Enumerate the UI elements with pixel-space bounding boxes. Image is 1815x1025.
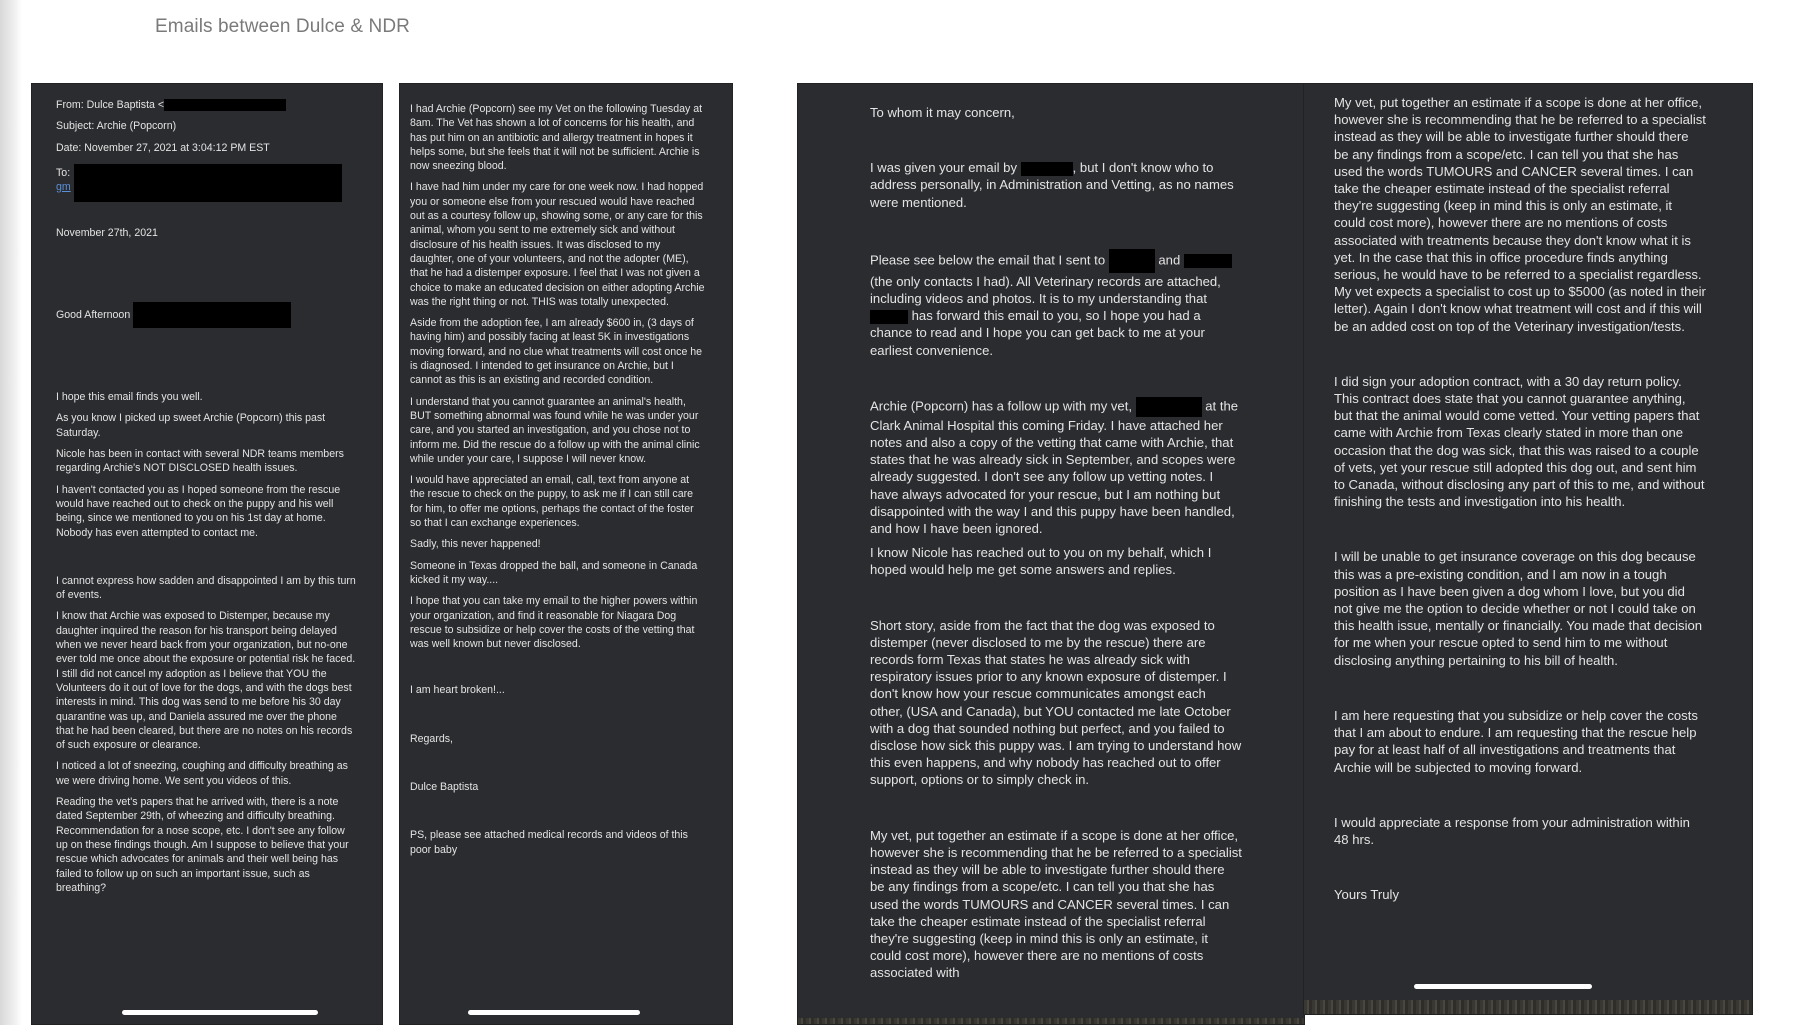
paragraph: I will be unable to get insurance coverage on this dog because this was a pre-existing condition, and I am now in a tough position as I have been given a dog whom I love, but you did not give me the option to decide whether or not I could take on this health issue, mentally or financially. You made that decision for me when your rescue opted to send him to me without disclosing anything pertaining to his bill of health.	[1334, 549, 1703, 668]
paragraph: Short story, aside from the fact that the dog was exposed to distemper (never disclosed to me by the rescue) there are records form Texas that states he was already sick with respiratory issues prior to any known exposure of distemper. I don't know how your rescue communicates amongst each other, (USA and Canada), but YOU contacted me late October with a dog that sounded nothing but perfect, and you failed to disclose how sick this puppy was. I am trying to understand how this even happens, and why nobody has reached out to offer support, options or to simply check in.	[870, 617, 1242, 788]
paragraph: I cannot express how sadden and disappointed I am by this turn of events.	[56, 574, 356, 602]
scroll-indicator[interactable]	[468, 1010, 640, 1015]
paragraph: I know Nicole has reached out to you on my behalf, which I hoped would help me get some answers and replies.	[870, 545, 1212, 578]
paragraph: I am heart broken!...	[410, 684, 505, 697]
email-panel-1[interactable]	[32, 84, 382, 1024]
greeting-line	[56, 302, 356, 328]
postscript: PS, please see attached medical records and videos of this poor baby	[410, 829, 688, 856]
page-title: Emails between Dulce & NDR	[155, 16, 410, 37]
redacted-block	[1109, 249, 1155, 273]
email-to-link[interactable]: gm	[56, 180, 71, 193]
paragraph: I know that Archie was exposed to Distemper, because my daughter inquired the reason for his transport being delayed when we never heard back from your organization, but no-one ever told me once about the exposure or potential risk he faced. I still did not cancel my adoption as I believe that YOU the Volunteers do it out of love for the dogs, and with the dogs best interests in mind. This dog was send to me before his 30 day quarantine was up, and Daniela assured me over the phone that he had been cleared, but there are no notes on his records of such exposure or clearance.	[56, 610, 356, 752]
text-segment: at the Clark Animal Hospital this coming Friday. I have attached her notes and also a copy of the vetting that came with Archie, that states that he was already sick in September, and scopes were already suggested. I don't see any follow up vetting notes. I have always advocated for your rescue, but I am nothing but disappointed with the way I and this puppy have been handled, and how I have been ignored.	[870, 398, 1239, 537]
text-segment: and	[1158, 252, 1181, 268]
paragraph: Nicole has been in contact with several NDR teams members regarding Archie's NOT DISCLOSED health issues.	[56, 448, 344, 475]
email-date: Date: November 27, 2021 at 3:04:12 PM EST	[56, 141, 270, 154]
paragraph: I would have appreciated an email, call, text from anyone at the rescue to check on the puppy, to ask me if I can still care for him, to offer me options, perhaps the contact of the foster so that I can exchange experiences.	[410, 474, 694, 530]
paragraph: I had Archie (Popcorn) see my Vet on the following Tuesday at 8am. The Vet has shown a lot of concerns for his health, and has put him on an antibiotic and allergy treatment in hopes it helps some, but she feels that it will not be sufficient. Archie is now sneezing blood.	[410, 103, 703, 173]
email-subject: Subject: Archie (Popcorn)	[56, 120, 177, 133]
paragraph: My vet, put together an estimate if a scope is done at her office, however she is recommending that he be referred to a specialist instead as they will be able to investigate further should there be any findings from a scope/etc. I can tell you that she has used the words TUMOURS and CANCER several times. I can take the cheaper estimate instead of the specialist referral they're suggesting (keep in mind this is only an estimate, it could cost more), however there are no mentions of costs associated with treatments because they don't know what it is yet. In the case that this in office procedure finds anything serious, he would have to be referred to a specialist regardless. My vet expects a specialist to cost up to $5000 (as noted in their letter). Again I don't know what treatment will cost and if this will be an added cost on top of the Veterinary investigation/tests.	[1334, 95, 1706, 334]
scroll-indicator[interactable]	[122, 1010, 318, 1015]
text-segment: Archie (Popcorn) has a follow up with my vet,	[870, 398, 1132, 414]
paragraph: My vet, put together an estimate if a scope is done at her office, however she is recommending that he be referred to a specialist instead as they will be able to investigate further should there be any findings from a scope/etc. I can tell you that she has used the words TUMOURS and CANCER several times. I can take the cheaper estimate instead of the specialist referral they're suggesting (keep in mind this is only an estimate, it could cost more), however there are no mentions of costs associated with	[870, 827, 1242, 981]
redacted-block	[133, 302, 291, 328]
paragraph: Someone in Texas dropped the ball, and someone in Canada kicked it my way....	[410, 559, 698, 586]
sign-off: Yours Truly	[1334, 887, 1400, 903]
paragraph: I have had him under my care for one week now. I had hopped you or someone else from your rescued would have reached out as a courtesy follow up, showing some, or any care for this animal, whom you sent to me extremely sick and without disclosure of his health issues. It was disclosed to my daughter, one of your volunteers, and not the adopter (ME), that he had a distemper exposure. I feel that I was not given a choice to make an educated decision on either adopting Archie was the right thing or not. THIS was totally unexpected.	[410, 181, 705, 308]
letter-date: November 27th, 2021	[56, 226, 158, 239]
redacted-block	[74, 164, 342, 202]
sign-off: Regards,	[410, 732, 453, 745]
greeting-text: Good Afternoon	[56, 308, 131, 321]
paragraph: As you know I picked up sweet Archie (Popcorn) this past Saturday.	[56, 412, 326, 439]
letter-panel-1[interactable]	[798, 84, 1304, 1024]
redacted-block	[164, 99, 286, 111]
paragraph: Aside from the adoption fee, I am already $600 in, (3 days of having him) and possibly facing at least 5K in investigations moving forward, and no clue what treatments will cost once he is diagnosed. I intended to get insurance on Archie, but I cannot as this is an existing and recorded condition.	[410, 317, 703, 387]
paragraph: I would appreciate a response from your administration within 48 hrs.	[1334, 814, 1690, 847]
text-segment: Please see below the email that I sent to	[870, 252, 1106, 268]
signature-name: Dulce Baptista	[410, 780, 479, 793]
image-edge-artifact	[798, 1018, 1304, 1024]
paragraph: I hope that you can take my email to the higher powers within your organization, and find it reasonable for Niagara Dog rescue to subsidize or help cover the costs of the vetting that was well known but never disclosed.	[410, 595, 698, 651]
email-to-label: To:	[56, 166, 71, 179]
image-edge-artifact	[1304, 1000, 1752, 1014]
window-edge	[0, 0, 22, 1025]
scroll-indicator[interactable]	[1414, 984, 1592, 989]
paragraph: I hope this email finds you well.	[56, 391, 203, 404]
email-from-line	[56, 98, 356, 112]
paragraph: I did sign your adoption contract, with a 30 day return policy. This contract does state that you cannot guarantee anything, but that the animal would come vetted. Your vetting papers that came with Archie from Texas clearly stated in more than one occasion that the dog was sick, that this was raised to a couple of vets, yet your rescue still adopted this dog out, and sent him to Canada, without disclosing any part of this to me, and without finishing the tests and investigation into his health.	[1334, 373, 1705, 510]
from-text: From: Dulce Baptista <	[56, 99, 165, 111]
redacted-block	[870, 310, 908, 324]
paragraph: I am here requesting that you subsidize or help cover the costs that I am about to endure. I am requesting that the rescue help pay for at least half of all investigations and treatments that Archie will be subjected to moving forward.	[1334, 707, 1698, 775]
paragraph	[870, 397, 1242, 537]
redacted-block	[1136, 397, 1202, 417]
salutation: To whom it may concern,	[870, 105, 1015, 120]
paragraph: Sadly, this never happened!	[410, 538, 541, 551]
redacted-block	[1184, 254, 1232, 268]
text-segment: (the only contacts I had). All Veterinary records are attached, including videos and photos. It is to my understanding that	[870, 273, 1221, 307]
paragraph: Reading the vet's papers that he arrived with, there is a note dated September 29th, of wheezing and difficulty breathing. Recommendation for a nose scope, etc. I don't see any follow up on these findings though. Am I suppose to believe that your rescue which advocates for animals and their well being has failed to follow up on such an important issue, such as breathing?	[56, 796, 349, 894]
paragraph	[870, 249, 1242, 359]
email-panel-2[interactable]	[400, 84, 732, 1024]
paragraph: I understand that you cannot guarantee an animal's health, BUT something abnormal was found while he was under your care, and you started an investigation, and you chose not to inform me. Did the rescue do a follow up with the animal clinic while under your care, I suppose I will never know.	[410, 395, 700, 465]
text-segment: I was given your email by	[870, 160, 1018, 176]
paragraph: I haven't contacted you as I hoped someone from the rescue would have reached out to check on the puppy and his well being, since we mentioned to you on his 1st day at home. Nobody has even attempted to contact me.	[56, 483, 341, 539]
text-segment: has forward this email to you, so I hope you had a chance to read and I hope you can get back to me at your earliest convenience.	[870, 308, 1205, 358]
letter-panel-2[interactable]	[1304, 84, 1752, 1014]
paragraph: I noticed a lot of sneezing, coughing and difficulty breathing as we were driving home. We sent you videos of this.	[56, 760, 348, 787]
redacted-block	[1021, 162, 1073, 176]
text-segment: , but I don't know who to address personally, in Administration and Vetting, as no names were mentioned.	[870, 160, 1234, 210]
paragraph	[870, 159, 1242, 211]
